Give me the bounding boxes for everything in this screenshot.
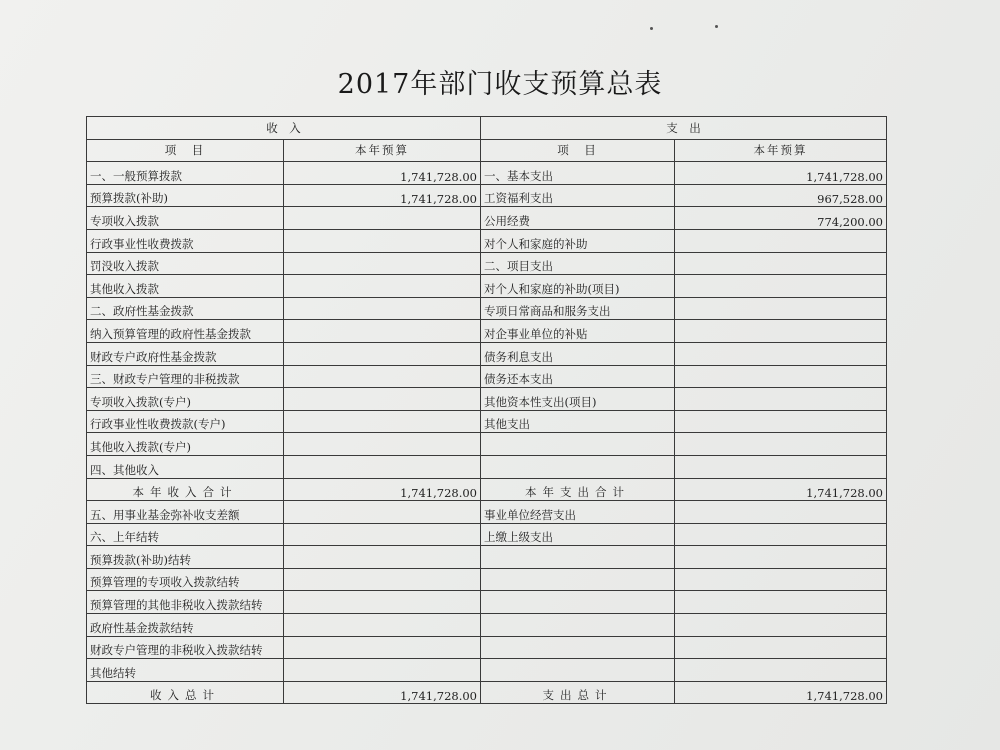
income-amount-cell — [284, 591, 481, 614]
expense-item-cell — [481, 546, 675, 569]
table-row — [87, 455, 887, 478]
income-item-cell: 纳入预算管理的政府性基金拨款 — [87, 320, 284, 343]
table-row — [87, 433, 887, 456]
expense-amount-cell — [675, 501, 887, 524]
expense-subtotal-amount: 1,741,728.00 — [675, 478, 887, 501]
income-subtotal-label: 本年收入合计 — [87, 478, 284, 501]
table-row — [87, 388, 887, 411]
expense-amount-cell — [675, 342, 887, 365]
expense-item-cell: 事业单位经营支出 — [481, 501, 675, 524]
table-row — [87, 546, 887, 569]
expense-amount-cell: 967,528.00 — [675, 184, 887, 207]
table-row — [87, 229, 887, 252]
expense-item-cell — [481, 433, 675, 456]
income-item-cell: 专项收入拨款(专户) — [87, 388, 284, 411]
income-item-cell: 专项收入拨款 — [87, 207, 284, 230]
dust-speck — [650, 27, 653, 30]
income-amount-cell — [284, 455, 481, 478]
table-row — [87, 207, 887, 230]
income-amount-cell — [284, 252, 481, 275]
expense-item-cell: 对个人和家庭的补助(项目) — [481, 275, 675, 298]
expense-item-cell — [481, 591, 675, 614]
income-item-cell: 行政事业性收费拨款(专户) — [87, 410, 284, 433]
income-item-cell: 其他结转 — [87, 659, 284, 682]
expense-item-cell — [481, 659, 675, 682]
expense-amount-header: 本年预算 — [675, 139, 887, 162]
expense-item-header: 项 目 — [481, 139, 675, 162]
expense-item-cell: 工资福利支出 — [481, 184, 675, 207]
income-amount-cell — [284, 410, 481, 433]
income-amount-cell — [284, 614, 481, 637]
expense-amount-cell — [675, 410, 887, 433]
income-item-cell: 预算拨款(补助)结转 — [87, 546, 284, 569]
table-row — [87, 252, 887, 275]
income-item-cell: 其他收入拨款(专户) — [87, 433, 284, 456]
expense-amount-cell — [675, 252, 887, 275]
table-row — [87, 410, 887, 433]
income-item-cell: 四、其他收入 — [87, 455, 284, 478]
income-amount-cell — [284, 342, 481, 365]
income-amount-cell — [284, 568, 481, 591]
income-item-cell: 其他收入拨款 — [87, 275, 284, 298]
income-item-cell: 政府性基金拨款结转 — [87, 614, 284, 637]
income-item-cell: 三、财政专户管理的非税拨款 — [87, 365, 284, 388]
income-item-cell: 行政事业性收费拨款 — [87, 229, 284, 252]
table-row — [87, 275, 887, 298]
income-item-cell: 罚没收入拨款 — [87, 252, 284, 275]
column-header-row — [87, 139, 887, 162]
expense-amount-cell — [675, 388, 887, 411]
expense-amount-cell — [675, 365, 887, 388]
income-item-cell: 五、用事业基金弥补收支差额 — [87, 501, 284, 524]
expense-item-cell: 二、项目支出 — [481, 252, 675, 275]
expense-amount-cell — [675, 568, 887, 591]
expense-amount-cell — [675, 659, 887, 682]
income-item-header: 项 目 — [87, 139, 284, 162]
income-item-cell: 二、政府性基金拨款 — [87, 297, 284, 320]
expense-item-cell: 专项日常商品和服务支出 — [481, 297, 675, 320]
income-subtotal-amount: 1,741,728.00 — [284, 478, 481, 501]
expense-item-cell: 对个人和家庭的补助 — [481, 229, 675, 252]
expense-item-cell: 公用经费 — [481, 207, 675, 230]
expense-amount-cell: 774,200.00 — [675, 207, 887, 230]
income-amount-header: 本年预算 — [284, 139, 481, 162]
income-amount-cell — [284, 546, 481, 569]
table-row — [87, 184, 887, 207]
expense-item-cell: 债务利息支出 — [481, 342, 675, 365]
expense-total-label: 支出总计 — [481, 681, 675, 704]
subtotal-row — [87, 478, 887, 501]
section-header-row — [87, 117, 887, 140]
expense-amount-cell — [675, 320, 887, 343]
table-row — [87, 365, 887, 388]
expense-amount-cell — [675, 591, 887, 614]
expense-item-cell — [481, 614, 675, 637]
income-amount-cell — [284, 365, 481, 388]
income-amount-cell — [284, 207, 481, 230]
expense-amount-cell — [675, 433, 887, 456]
expense-amount-cell — [675, 229, 887, 252]
table-row — [87, 342, 887, 365]
income-amount-cell — [284, 388, 481, 411]
income-item-cell: 财政专户管理的非税收入拨款结转 — [87, 636, 284, 659]
table-row — [87, 659, 887, 682]
expense-item-cell — [481, 636, 675, 659]
budget-table — [86, 116, 887, 704]
income-amount-cell — [284, 275, 481, 298]
table-row — [87, 320, 887, 343]
income-amount-cell — [284, 297, 481, 320]
income-item-cell: 一、一般预算拨款 — [87, 162, 284, 185]
income-item-cell: 财政专户政府性基金拨款 — [87, 342, 284, 365]
income-amount-cell: 1,741,728.00 — [284, 184, 481, 207]
table-row — [87, 297, 887, 320]
page-title: 2017年部门收支预算总表 — [337, 69, 663, 100]
expense-amount-cell: 1,741,728.00 — [675, 162, 887, 185]
income-amount-cell — [284, 433, 481, 456]
expense-section-label: 支 出 — [481, 117, 887, 140]
table-row — [87, 523, 887, 546]
expense-total-amount: 1,741,728.00 — [675, 681, 887, 704]
expense-amount-cell — [675, 455, 887, 478]
dust-speck — [715, 25, 718, 28]
income-amount-cell — [284, 659, 481, 682]
expense-item-cell: 对企事业单位的补贴 — [481, 320, 675, 343]
income-amount-cell — [284, 229, 481, 252]
expense-amount-cell — [675, 546, 887, 569]
expense-item-cell: 其他支出 — [481, 410, 675, 433]
expense-amount-cell — [675, 275, 887, 298]
income-amount-cell — [284, 320, 481, 343]
expense-amount-cell — [675, 636, 887, 659]
income-amount-cell: 1,741,728.00 — [284, 162, 481, 185]
expense-amount-cell — [675, 297, 887, 320]
expense-item-cell: 上缴上级支出 — [481, 523, 675, 546]
income-item-cell: 六、上年结转 — [87, 523, 284, 546]
income-section-label: 收 入 — [87, 117, 481, 140]
expense-amount-cell — [675, 523, 887, 546]
income-item-cell: 预算拨款(补助) — [87, 184, 284, 207]
income-amount-cell — [284, 636, 481, 659]
expense-item-cell — [481, 455, 675, 478]
expense-item-cell: 一、基本支出 — [481, 162, 675, 185]
income-amount-cell — [284, 501, 481, 524]
expense-item-cell: 债务还本支出 — [481, 365, 675, 388]
income-amount-cell — [284, 523, 481, 546]
table-row — [87, 636, 887, 659]
table-row — [87, 591, 887, 614]
expense-item-cell — [481, 568, 675, 591]
table-row — [87, 501, 887, 524]
table-row — [87, 614, 887, 637]
income-total-amount: 1,741,728.00 — [284, 681, 481, 704]
income-item-cell: 预算管理的专项收入拨款结转 — [87, 568, 284, 591]
income-total-label: 收入总计 — [87, 681, 284, 704]
expense-item-cell: 其他资本性支出(项目) — [481, 388, 675, 411]
table-row — [87, 568, 887, 591]
grand-total-row — [87, 681, 887, 704]
income-item-cell: 预算管理的其他非税收入拨款结转 — [87, 591, 284, 614]
table-row — [87, 162, 887, 185]
expense-amount-cell — [675, 614, 887, 637]
expense-subtotal-label: 本年支出合计 — [481, 478, 675, 501]
